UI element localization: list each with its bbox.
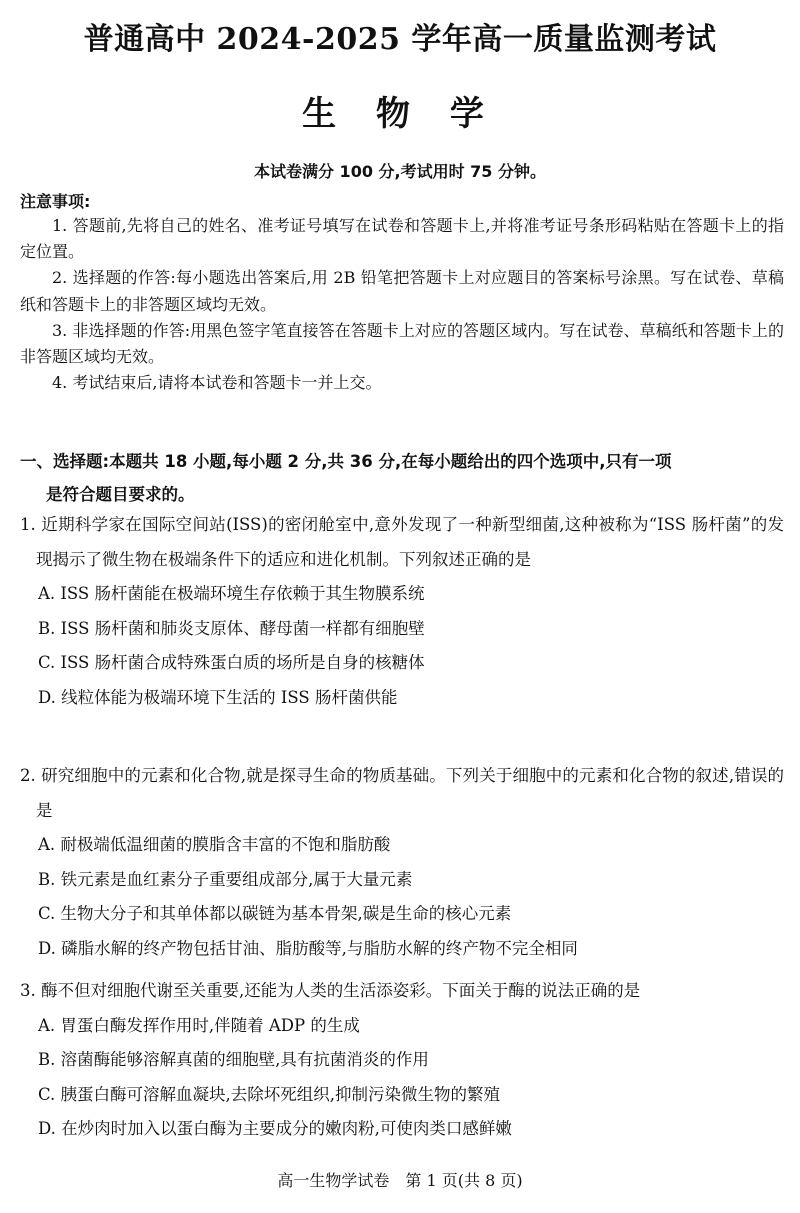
option-c: C. 胰蛋白酶可溶解血凝块,去除坏死组织,抑制污染微生物的繁殖 <box>38 1084 501 1104</box>
notice-item: 3. 非选择题的作答:用黑色签字笔直接答在答题卡上对应的答题区域内。写在试卷、草稿纸和答题卡上的非答题区域均无效。 <box>20 320 784 367</box>
option-c: C. ISS 肠杆菌合成特殊蛋白质的场所是自身的核糖体 <box>38 653 425 672</box>
option-a: A. 胃蛋白酶发挥作用时,伴随着 ADP 的生成 <box>38 1015 360 1035</box>
notice-item: 2. 选择题的作答:每小题选出答案后,用 2B 铅笔把答题卡上对应题目的答案标号涂黑。写在试卷、草稿纸和答题卡上的非答题区域均无效。 <box>20 268 784 314</box>
notice-heading: 注意事项: <box>20 192 91 211</box>
option-c: C. 生物大分子和其单体都以碳链为基本骨架,碳是生命的核心元素 <box>38 904 512 923</box>
notice-list <box>20 213 784 396</box>
section-heading <box>20 445 792 511</box>
notice-item: 4. 考试结束后,请将本试卷和答题卡一并上交。 <box>52 373 382 393</box>
option-d: D. 磷脂水解的终产物包括甘油、脂肪酸等,与脂肪水解的终产物不完全相同 <box>38 938 578 958</box>
exam-meta: 本试卷满分 100 分,考试用时 75 分钟。 <box>253 162 547 181</box>
question-stem: 3. 酶不但对细胞代谢至关重要,还能为人类的生活添姿彩。下面关于酶的说法正确的是 <box>20 981 641 1000</box>
option-b: B. 铁元素是血红素分子重要组成部分,属于大量元素 <box>38 869 413 889</box>
option-d: D. 线粒体能为极端环境下生活的 ISS 肠杆菌供能 <box>38 687 398 707</box>
option-b: B. 溶菌酶能够溶解真菌的细胞壁,具有抗菌消炎的作用 <box>38 1050 429 1069</box>
question-stem: 2. 研究细胞中的元素和化合物,就是探寻生命的物质基础。下列关于细胞中的元素和化合物的叙述,错误的是 <box>20 766 784 820</box>
page-footer: 高一生物学试卷 第 1 页(共 8 页) <box>277 1171 523 1190</box>
option-a: A. ISS 肠杆菌能在极端环境生存依赖于其生物膜系统 <box>38 584 425 603</box>
option-a: A. 耐极端低温细菌的膜脂含丰富的不饱和脂肪酸 <box>38 835 391 854</box>
option-d: D. 在炒肉时加入以蛋白酶为主要成分的嫩肉粉,可使肉类口感鲜嫩 <box>38 1119 512 1138</box>
section-heading-line: 是符合题目要求的。 <box>46 485 195 504</box>
option-b: B. ISS 肠杆菌和肺炎支原体、酵母菌一样都有细胞壁 <box>38 618 425 638</box>
subject-title: 生 物 学 <box>302 94 498 134</box>
notice-item: 1. 答题前,先将自己的姓名、准考证号填写在试卷和答题卡上,并将准考证号条形码粘贴在答题卡上的指定位置。 <box>20 216 784 262</box>
question-3 <box>20 974 784 1147</box>
section-heading-line: 一、选择题:本题共 18 小题,每小题 2 分,共 36 分,在每小题给出的四个选项中,只有一项 <box>20 452 672 471</box>
question-stem: 1. 近期科学家在国际空间站(ISS)的密闭舱室中,意外发现了一种新型细菌,这种被称为“ISS 肠杆菌”的发现揭示了微生物在极端条件下的适应和进化机制。下列叙述正确的是 <box>20 515 784 569</box>
question-1 <box>20 508 784 715</box>
question-2 <box>20 759 784 966</box>
exam-title: 普通高中 2024-2025 学年高一质量监测考试 <box>83 22 717 57</box>
